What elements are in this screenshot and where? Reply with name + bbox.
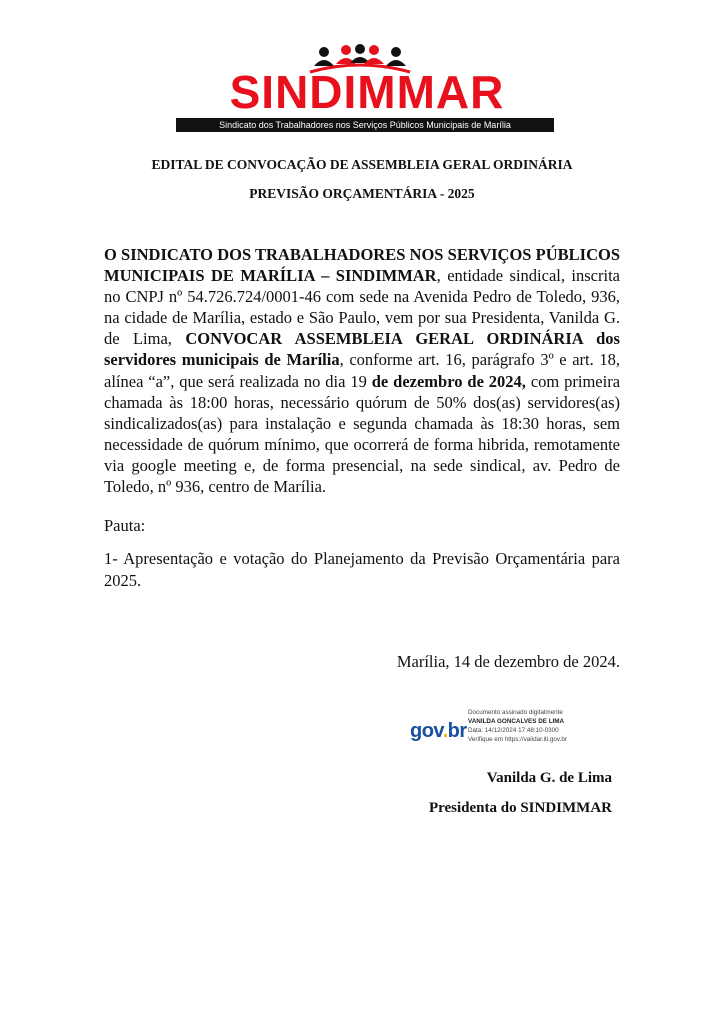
signature-details [468, 708, 608, 744]
meeting-date: de dezembro de 2024, [371, 371, 526, 391]
signature-date: Data: 14/12/2024 17:48:10-0300 [468, 727, 559, 734]
place-date: Marília, 14 de dezembro de 2024. [396, 652, 620, 671]
signer-name: Vanilda G. de Lima [486, 770, 612, 786]
document-title: EDITAL DE CONVOCAÇÃO DE ASSEMBLEIA GERAL ORDINÁRIA [151, 157, 573, 172]
union-name: O SINDICATO DOS TRABALHADORES NOS SERVIÇOS PÚBLICOS MUNICIPAIS DE MARÍLIA – SINDIMMAR [104, 245, 620, 286]
logo-wordmark: SINDIMMAR [229, 66, 505, 118]
logo-tagline: Sindicato dos Trabalhadores nos Serviços Públicos Municipais de Marília [176, 118, 554, 132]
signature-signer: VANILDA GONCALVES DE LIMA [468, 718, 565, 725]
convocation-statement: CONVOCAR ASSEMBLEIA GERAL ORDINÁRIA dos servidores municipais de Marília [104, 329, 620, 370]
signature-verify-link: Verifique em https://validar.iti.gov.br [468, 736, 567, 743]
document-subtitle: PREVISÃO ORÇAMENTÁRIA - 2025 [249, 186, 475, 201]
convocation-paragraph [104, 244, 620, 497]
signature-line-1: Documento assinado digitalmente [468, 709, 563, 716]
sindimmar-logo [176, 44, 554, 132]
agenda-label: Pauta: [104, 516, 146, 535]
signer-role: Presidenta do SINDIMMAR [428, 800, 612, 816]
digital-signature-stamp [410, 708, 600, 752]
union-details: , entidade sindical, inscrita no CNPJ nº 54.726.724/0001-46 com sede na Avenida Pedro de Toledo, 936, na cidade de Marília, estado e São Paulo, vem por sua Presidenta, Vanilda G. de Lima, [104, 266, 620, 349]
legal-basis: , conforme art. 16, parágrafo 3º e art. 18, alínea “a”, que será realizada no dia 19 [104, 350, 620, 391]
govbr-logo: gov.br [410, 720, 467, 742]
meeting-details: com primeira chamada às 18:00 horas, necessário quórum de 50% dos(as) servidores(as) sindicalizados(as) para instalação e segunda chamada às 18:30 horas, sem necessidade de quórum mínimo, que ocorrerá de forma hibrida, remotamente via google meeting e, de forma presencial, na sede sindical, av. Pedro de Toledo, nº 936, centro de Marília. [104, 371, 621, 497]
agenda-item: 1- Apresentação e votação do Planejamento da Previsão Orçamentária para 2025. [104, 549, 620, 590]
